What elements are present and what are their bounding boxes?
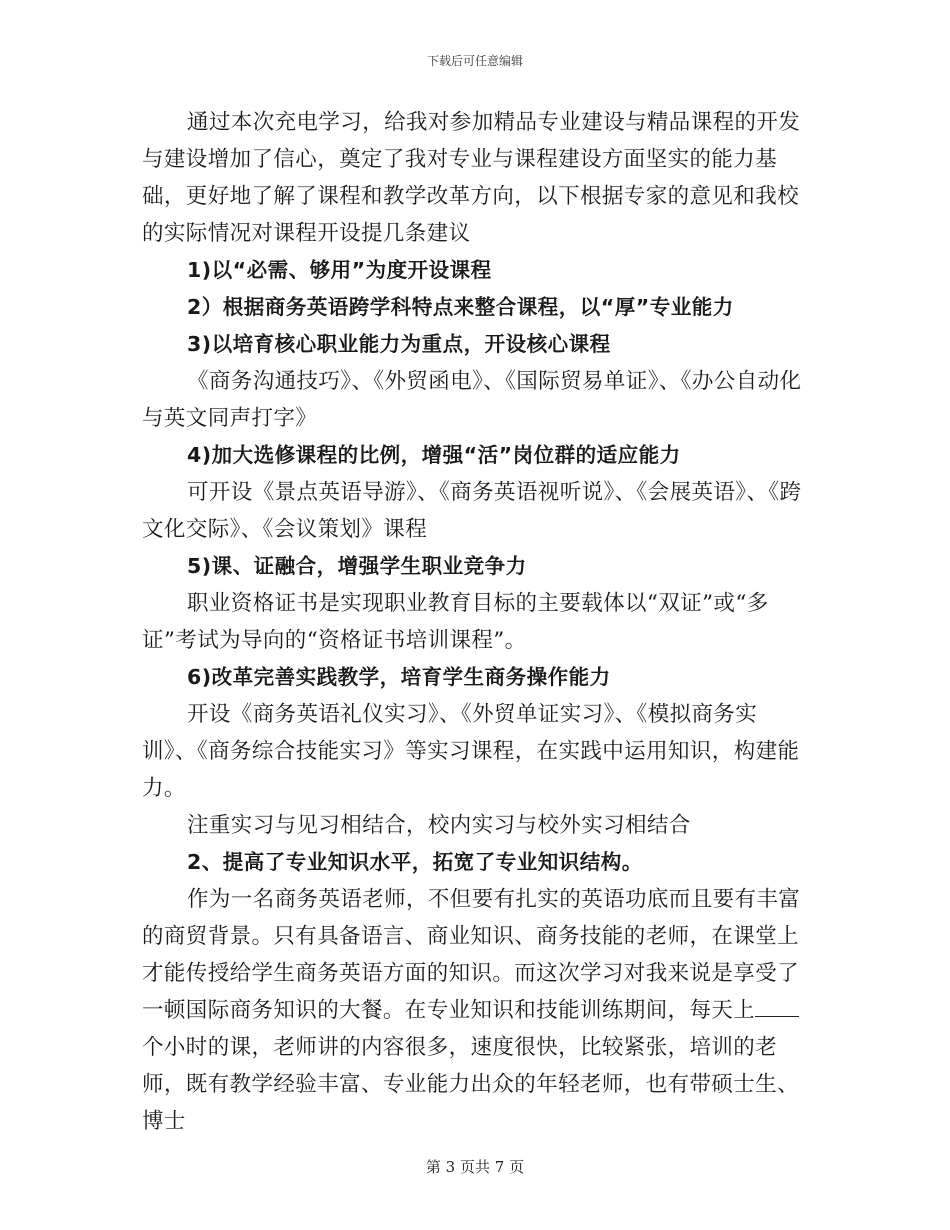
paragraph: 注重实习与见习相结合，校内实习与校外实习相结合	[187, 813, 691, 838]
paragraph: 《商务沟通技巧》、《外贸函电》、《国际贸易单证》、《办公自动化与英文同声打字》	[142, 369, 802, 431]
document-body	[142, 104, 812, 1140]
paragraph-text-before-blank: 作为一名商务英语老师，不但要有扎实的英语功底而且要有丰富的商贸背景。只有具备语言、商业知识、商务技能的老师，在课堂上才能传授给学生商务英语方面的知识。而这次学习对我来说是享受了一顿国际商务知识的大餐。在专业知识和技能训练期间，每天上	[142, 887, 801, 1023]
section-heading: 3)以培育核心职业能力为重点，开设核心课程	[187, 332, 611, 356]
section-heading: 5)课、证融合，增强学生职业竞争力	[187, 554, 527, 578]
fill-in-blank	[755, 994, 799, 1017]
section-heading: 1)以“必需、够用”为度开设课程	[187, 258, 492, 282]
section-heading: 6)改革完善实践教学，培育学生商务操作能力	[187, 665, 611, 689]
paragraph-with-blank	[142, 881, 812, 1140]
page-header: 下载后可任意编辑	[426, 54, 523, 68]
paragraph: 可开设《景点英语导游》、《商务英语视听说》、《会展英语》、《跨文化交际》、《会议策划》课程	[142, 480, 802, 542]
section-heading: 2、提高了专业知识水平，拓宽了专业知识结构。	[187, 850, 643, 874]
paragraph: 开设《商务英语礼仪实习》、《外贸单证实习》、《模拟商务实训》、《商务综合技能实习》等实习课程，在实践中运用知识，构建能力。	[142, 702, 800, 801]
page-footer: 第 3 页共 7 页	[425, 1158, 525, 1176]
paragraph: 通过本次充电学习，给我对参加精品专业建设与精品课程的开发与建设增加了信心，奠定了我对专业与课程建设方面坚实的能力基础，更好地了解了课程和教学改革方向，以下根据专家的意见和我校的实际情况对课程开设提几条建议	[142, 110, 801, 246]
paragraph-text-after-blank: 个小时的课，老师讲的内容很多，速度很快，比较紧张，培训的老师，既有教学经验丰富、专业能力出众的年轻老师，也有带硕士生、博士	[142, 1035, 800, 1134]
section-heading: 4)加大选修课程的比例，增强“活”岗位群的适应能力	[187, 443, 681, 467]
section-heading: 2）根据商务英语跨学科特点来整合课程，以“厚”专业能力	[187, 295, 734, 319]
paragraph: 职业资格证书是实现职业教育目标的主要载体以“双证”或“多证”考试为导向的“资格证书培训课程”。	[142, 591, 769, 653]
